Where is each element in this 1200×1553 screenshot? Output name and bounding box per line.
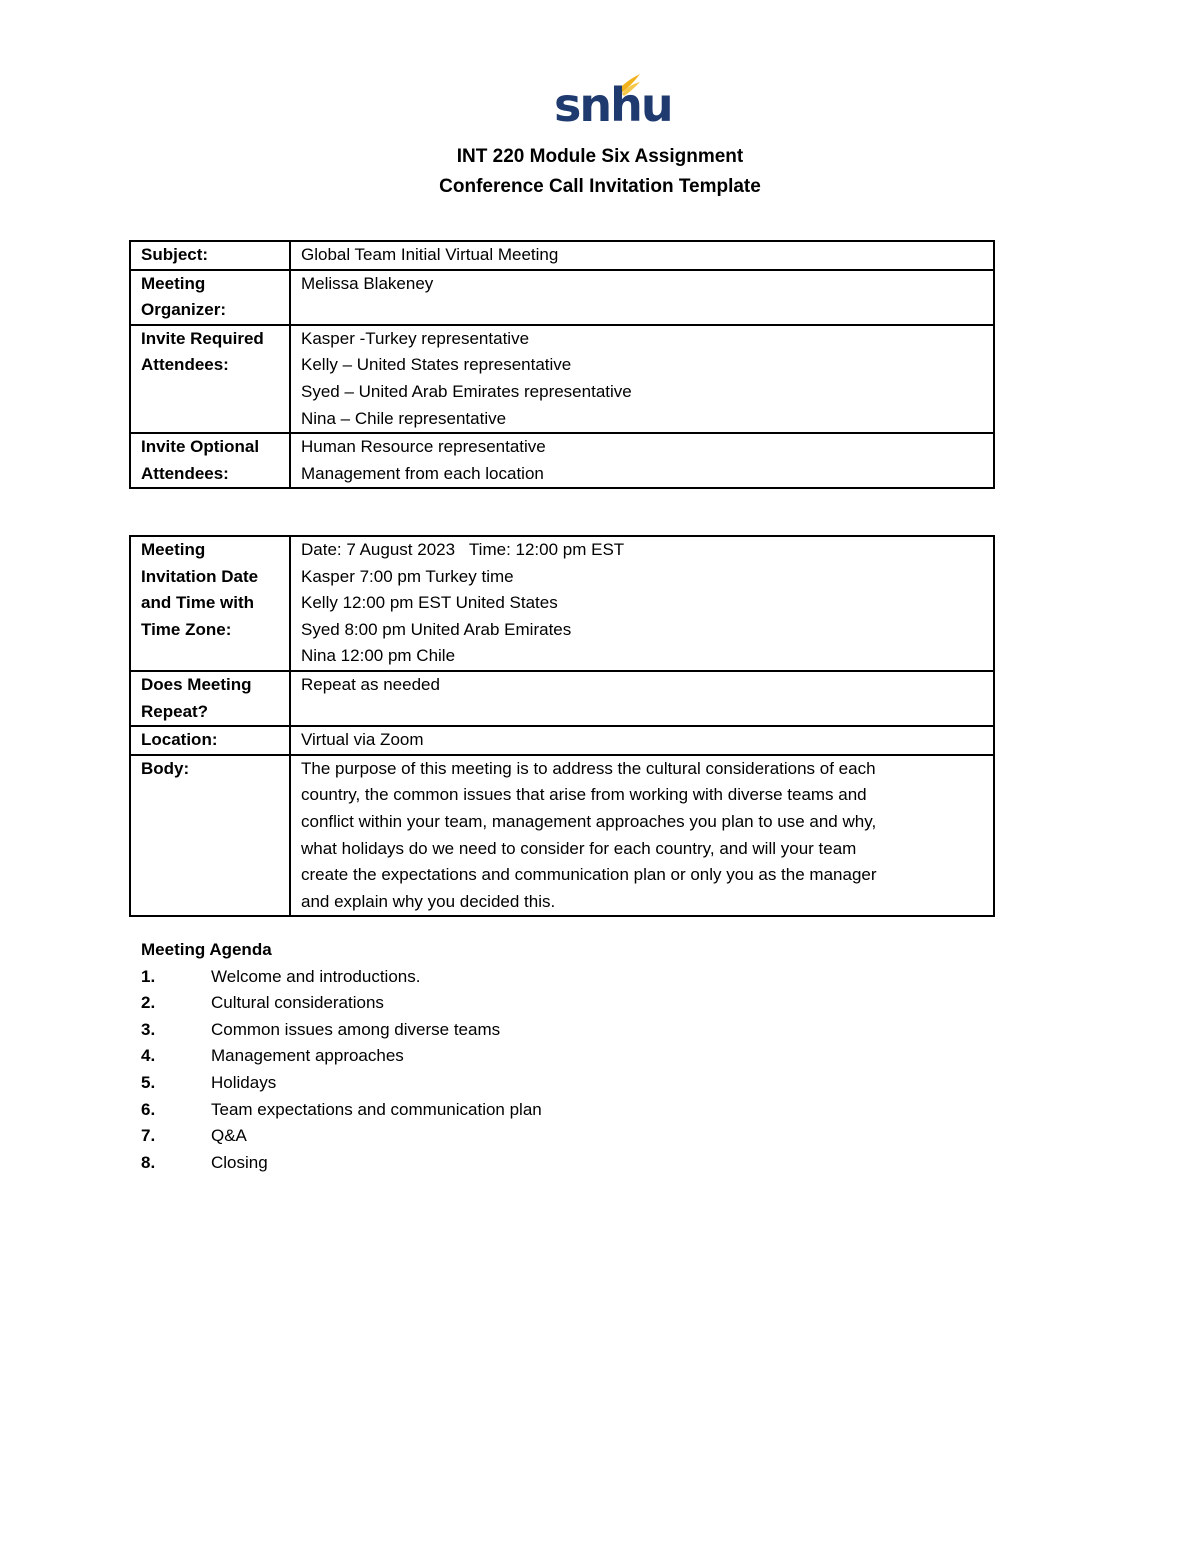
item-text: Q&A [211, 1126, 247, 1146]
item-number: 6. [141, 1099, 156, 1119]
organizer-value: Melissa Blakeney [290, 270, 994, 325]
logo-wordmark: snhu [554, 78, 672, 132]
item-text: Team expectations and communication plan [211, 1099, 542, 1119]
item-text: Welcome and introductions. [211, 966, 421, 986]
meeting-details-table [129, 535, 995, 917]
table-row [130, 755, 994, 917]
datetime-value [290, 536, 994, 671]
subject-value: Global Team Initial Virtual Meeting [290, 241, 994, 270]
snhu-logo [552, 70, 672, 136]
item-number: 5. [141, 1072, 156, 1092]
attendee-line: Nina – Chile representative [301, 408, 507, 428]
document-subtitle: Conference Call Invitation Template [439, 176, 761, 197]
item-number: 8. [141, 1152, 156, 1172]
agenda-title: Meeting Agenda [141, 940, 272, 959]
label-line: Invitation Date [141, 566, 259, 586]
invitation-attendees-table [129, 240, 995, 489]
list-item [141, 1043, 542, 1070]
datetime-line: Kasper 7:00 pm Turkey time [301, 566, 514, 586]
datetime-line: Syed 8:00 pm United Arab Emirates [301, 619, 572, 639]
attendee-line: Kelly – United States representative [301, 355, 572, 375]
item-number: 3. [141, 1019, 156, 1039]
body-line: what holidays do we need to consider for each country, and will your team [301, 838, 857, 858]
datetime-line: Nina 12:00 pm Chile [301, 646, 456, 666]
label-line: Repeat? [141, 701, 209, 721]
required-attendees-value [290, 325, 994, 433]
table-row [130, 241, 994, 270]
item-text: Common issues among diverse teams [211, 1019, 501, 1039]
label-line: and Time with [141, 593, 255, 613]
table-row [130, 433, 994, 488]
label-line: Does Meeting [141, 674, 252, 694]
label-line: Meeting [141, 273, 206, 293]
list-item [141, 990, 542, 1017]
repeat-value: Repeat as needed [290, 671, 994, 726]
table-row [130, 325, 994, 433]
required-attendees-label [130, 325, 290, 433]
table-row [130, 270, 994, 325]
item-text: Closing [211, 1152, 268, 1172]
item-text: Management approaches [211, 1046, 404, 1066]
label-line: Organizer: [141, 300, 227, 320]
datetime-line: Kelly 12:00 pm EST United States [301, 593, 558, 613]
organizer-label [130, 270, 290, 325]
item-text: Holidays [211, 1072, 277, 1092]
location-label: Location: [130, 726, 290, 755]
item-number: 1. [141, 966, 156, 986]
body-label: Body: [130, 755, 290, 917]
list-item [141, 1123, 542, 1150]
list-item [141, 1017, 542, 1044]
datetime-line: Date: 7 August 2023 Time: 12:00 pm EST [301, 540, 625, 559]
subject-label: Subject: [130, 241, 290, 270]
list-item [141, 1070, 542, 1097]
label-line: Invite Optional [141, 437, 260, 457]
list-item [141, 964, 542, 991]
location-value: Virtual via Zoom [290, 726, 994, 755]
attendee-line: Kasper -Turkey representative [301, 328, 530, 348]
optional-attendees-label [130, 433, 290, 488]
attendee-line: Management from each location [301, 463, 544, 483]
item-text: Cultural considerations [211, 993, 384, 1013]
label-line: Meeting [141, 540, 206, 559]
label-line: Invite Required [141, 328, 264, 348]
meeting-agenda [141, 937, 542, 1176]
body-line: create the expectations and communication plan or only you as the manager [301, 865, 877, 885]
label-line: Attendees: [141, 463, 229, 483]
label-line: Time Zone: [141, 619, 232, 639]
table-row [130, 671, 994, 726]
body-value [290, 755, 994, 917]
item-number: 2. [141, 993, 156, 1013]
repeat-label [130, 671, 290, 726]
body-line: The purpose of this meeting is to address the cultural considerations of each [301, 758, 876, 778]
label-line: Attendees: [141, 355, 229, 375]
body-line: and explain why you decided this. [301, 891, 556, 911]
datetime-label [130, 536, 290, 671]
document-title: INT 220 Module Six Assignment [456, 146, 744, 167]
attendee-line: Human Resource representative [301, 437, 546, 457]
list-item [141, 1150, 542, 1177]
item-number: 4. [141, 1046, 156, 1066]
table-row [130, 726, 994, 755]
list-item [141, 1097, 542, 1124]
optional-attendees-value [290, 433, 994, 488]
item-number: 7. [141, 1126, 156, 1146]
table-row [130, 536, 994, 671]
body-line: conflict within your team, management approaches you plan to use and why, [301, 811, 877, 831]
attendee-line: Syed – United Arab Emirates representative [301, 381, 632, 401]
body-line: country, the common issues that arise from working with diverse teams and [301, 785, 867, 805]
